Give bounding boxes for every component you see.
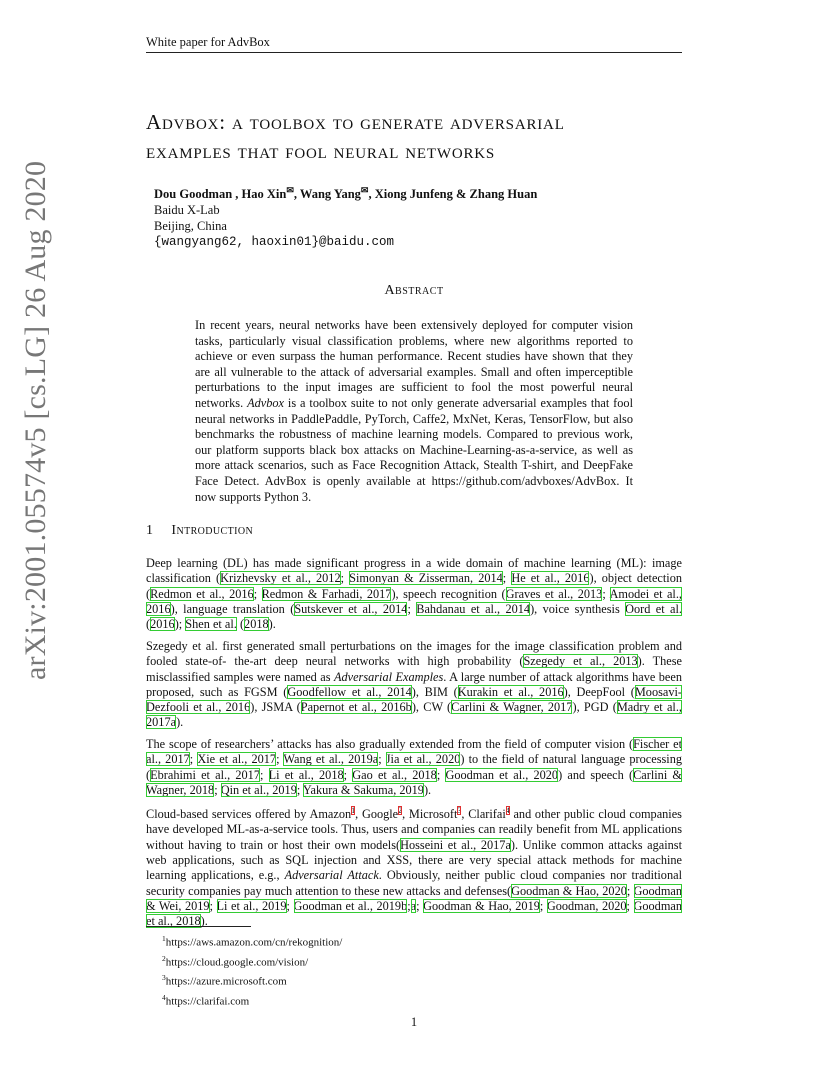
p4-text: and other public cloud companies have developed ML-as-a-service tools. Thus, users and companies can readily benefit from ML applications without having to train or host their own models(	[146, 807, 682, 852]
citation-link[interactable]: Krizhevsky et al., 2012	[220, 571, 341, 586]
abstract-part-2: is a toolbox suite to not only generate adversarial examples that fool neural networks in PaddlePaddle, PyTorch, Caffe2, MxNet, Keras, TensorFlow, but also benchmarks the robustness of machine learning models. Compared to previous work, our platform supports black box attacks on Machine-Learning-as-a-service, as well as more attack scenarios, such as Face Recognition Attack, Stealth T-shirt, and DeepFake Face Detect. AdvBox is openly available at https://github.com/advboxes/AdvBox. It now supports Python 3.	[195, 395, 633, 504]
citation-link[interactable]: Szegedy et al., 2013	[523, 654, 638, 669]
footnote-number: 1	[162, 934, 166, 943]
citation-link[interactable]: Yakura & Sakuma, 2019	[302, 782, 424, 797]
title-line-2: examples that fool neural networks	[146, 139, 496, 163]
citation-link[interactable]: Xie et al., 2017	[197, 752, 277, 767]
citation-link[interactable]: Kurakin et al., 2016	[457, 684, 564, 699]
page-number: 1	[410, 1015, 418, 1029]
section-number: 1	[146, 523, 154, 538]
p4-italic: Adversarial Attack	[284, 868, 379, 883]
citation-link[interactable]: Amodei et al., 2016	[146, 586, 682, 616]
footnote-ref[interactable]: 3	[457, 806, 462, 815]
citation-link[interactable]: Bahdanau et al., 2014	[416, 601, 531, 616]
p4-text: , Clarifai	[461, 807, 506, 822]
p4-text: Cloud-based services offered by Amazon	[146, 807, 352, 822]
footnote-item	[162, 951, 342, 971]
footnote-item	[162, 970, 342, 990]
citation-link[interactable]: 2016	[150, 617, 175, 632]
footnote-number: 2	[162, 953, 166, 963]
p1-text: ), object detection (	[146, 571, 682, 601]
footnote-url[interactable]: https://cloud.google.com/vision/	[165, 956, 309, 969]
p4-text: ). Unlike common attacks against web applications, such as SQL injection and XSS, there are very special attack methods for machine learning applications, e.g.,	[146, 837, 682, 883]
envelope-icon: ✉	[286, 185, 294, 195]
p1-text: ).	[268, 617, 276, 632]
citation-link[interactable]: Madry et al., 2017a	[146, 700, 682, 730]
footnote-url[interactable]: https://azure.microsoft.com	[165, 975, 287, 988]
author-names	[154, 182, 537, 202]
envelope-icon: ✉	[360, 185, 369, 195]
footnote-ref[interactable]: 2	[398, 806, 403, 815]
citation-link[interactable]: Moosavi-Dezfooli et al., 2016	[146, 684, 682, 715]
paragraph-4: Cloud-based services offered by Amazon$^1$, Google$^2$, Microsoft$^3$, Clarifai$^4$ and other public cloud companies have developed ML-as-a-service tools. Thus, users and companies can readily benefit from ML applications without having to train or host their own models(Hosseini et al., 2017a). Unlike common attacks against web applications, such as SQL injection and XSS, there are very special attack methods for machine learning applications, e.g., Adversarial Attack. Obviously, neither public cloud companies nor traditional security companies pay much attention to these new attacks and defenses(Goodman & Hao, 2020; Goodman & Wei, 2019; Li et al., 2019; Goodman et al., 2019b;a; Goodman & Hao, 2019; Goodman, 2020; Goodman et al., 2018).	[146, 806, 682, 929]
citation-link[interactable]: Graves et al., 2013	[505, 586, 603, 601]
p2-text: ), JSMA (	[250, 700, 301, 715]
footnotes	[162, 931, 342, 1010]
authors-part-2: , Wang Yang	[293, 187, 361, 202]
citation-link[interactable]: Goodman & Wei, 2019	[146, 883, 682, 913]
citation-link[interactable]: Sutskever et al., 2014	[294, 601, 408, 616]
p2-italic: Adversarial Examples	[333, 669, 444, 684]
authors-part-3: , Xiong Junfeng & Zhang Huan	[368, 187, 538, 202]
p3-text: The scope of researchers’ attacks has also gradually extended from the field of computer vision (	[146, 737, 634, 751]
citation-link[interactable]: Wang et al., 2019a	[283, 752, 379, 767]
p4-text: . Obviously, neither public cloud companies nor traditional security companies pay much attention to these new attacks and defenses(	[146, 868, 682, 898]
footnote-item	[162, 990, 342, 1010]
p1-text: Deep learning (DL) has made significant progress in a wide domain of machine learning (ML): image classification (	[146, 556, 682, 586]
citation-link[interactable]: Carlini & Wagner, 2018	[146, 767, 682, 797]
citation-link[interactable]: Hosseini et al., 2017a	[400, 837, 511, 852]
footnote-number: 3	[162, 973, 166, 983]
p3-text: ) to the field of natural language processing (	[146, 752, 682, 782]
footnote-number: 4	[162, 992, 166, 1002]
p4-text: , Google	[355, 807, 399, 822]
citation-link[interactable]: Ebrahimi et al., 2017	[150, 767, 260, 782]
author-block	[154, 182, 537, 250]
p1-text: ), voice synthesis	[530, 601, 626, 616]
citation-link[interactable]: He et al., 2016	[511, 571, 590, 586]
paper-title	[146, 108, 696, 166]
citation-link[interactable]: Gao et al., 2018	[352, 767, 437, 782]
p2-text: Szegedy et al. first generated small perturbations on the images for the image classification problem and fooled state-of- the-art deep neural networks with high probability (	[146, 639, 682, 669]
title-line-1: Advbox: a toolbox to generate adversarial	[146, 110, 565, 134]
citation-link[interactable]: Papernot et al., 2016b	[300, 700, 412, 715]
location: Beijing, China	[154, 219, 227, 234]
citation-link[interactable]: Goodman et al., 2018	[146, 898, 682, 929]
p2-text: ).	[176, 715, 184, 730]
p2-text: ), DeepFool (	[563, 684, 635, 699]
authors-part-1: Dou Goodman , Hao Xin	[154, 187, 287, 202]
footnote-ref[interactable]: 1	[351, 806, 356, 815]
citation-link[interactable]: Redmon et al., 2016	[150, 586, 254, 601]
affiliation: Baidu X-Lab	[154, 203, 220, 218]
p4-text: , Microsoft	[402, 807, 458, 822]
citation-link[interactable]: Oord et al.	[625, 601, 682, 616]
citation-link[interactable]: Goodman & Hao, 2020	[511, 883, 627, 898]
citation-link[interactable]: Goodman et al., 2020	[445, 767, 559, 782]
abstract-heading: Abstract	[384, 283, 444, 298]
abstract-part-1: In recent years, neural networks have been extensively deployed for computer vision tasks, particularly visual classification problems, where new algorithms reported to achieve or even surpass the human performance. Recent studies have shown that they are all vulnerable to the attack of adversarial examples. Small and often imperceptible perturbations to the input images are sufficient to fool the most powerful neural networks.	[195, 318, 633, 410]
citation-link[interactable]: Fischer et al., 2017	[146, 737, 682, 767]
p2-text: ), CW (	[411, 700, 452, 715]
p2-text: ), BIM (	[411, 684, 458, 699]
citation-link[interactable]: Simonyan & Zisserman, 2014	[349, 571, 503, 586]
p2-text: ), PGD (	[572, 700, 617, 715]
section-title: Introduction	[171, 523, 254, 538]
paragraph-2	[146, 639, 682, 731]
citation-link[interactable]: Li et al., 2018	[268, 767, 344, 782]
section-heading	[146, 523, 253, 539]
citation-link[interactable]: a	[410, 898, 417, 913]
footnote-ref[interactable]: 4	[505, 806, 510, 815]
abstract-text	[195, 318, 633, 505]
footnote-url[interactable]: https://clarifai.com	[165, 995, 250, 1008]
paragraph-1: Deep learning (DL) has made significant progress in a wide domain of machine learning (ML): image classification (Krizhevsky et al., 2012; Simonyan & Zisserman, 2014; He et al., 2016), object detection (Redmon et al., 2016; Redmon & Farhadi, 2017), speech recognition (Graves et al., 2013; Amodei et al., 2016), language translation (Sutskever et al., 2014; Bahdanau et al., 2014), voice synthesis Oord et al. (2016); Shen et al. (2018).	[146, 556, 682, 632]
abstract-advbox-italic: Advbox	[247, 395, 284, 410]
citation-link[interactable]: Carlini & Wagner, 2017	[451, 700, 573, 715]
p3-text: ).	[423, 782, 432, 797]
citation-link[interactable]: Jia et al., 2020	[385, 752, 461, 767]
p2-text: . A large number of attack algorithms have been proposed, such as FGSM (	[146, 669, 683, 699]
citation-link[interactable]: Goodman et al., 2019b	[293, 898, 408, 913]
citation-link[interactable]: Qin et al., 2019	[220, 782, 297, 797]
arxiv-stamp: arXiv:2001.05574v5 [cs.LG] 26 Aug 2020	[19, 160, 52, 680]
citation-link[interactable]: Goodman & Hao, 2019	[423, 898, 540, 913]
citation-link[interactable]: 2018	[244, 617, 269, 632]
p2-text: ). These misclassified samples were named as	[146, 654, 683, 684]
p1-text: ), speech recognition (	[391, 586, 506, 601]
header-rule	[146, 52, 682, 53]
p3-text: ) and speech (	[558, 767, 634, 782]
footnote-url[interactable]: https://aws.amazon.com/cn/rekognition/	[165, 936, 343, 949]
p1-text: ), language translation (	[170, 601, 295, 616]
citation-link[interactable]: Goodman, 2020	[546, 898, 627, 913]
paragraph-3: The scope of researchers’ attacks has also gradually extended from the field of computer vision (Fischer et al., 2017; Xie et al., 2017; Wang et al., 2019a; Jia et al., 2020) to the field of natural language processing (Ebrahimi et al., 2017; Li et al., 2018; Gao et al., 2018; Goodman et al., 2020) and speech (Carlini & Wagner, 2018; Qin et al., 2019; Yakura & Sakuma, 2019).	[146, 737, 682, 797]
p4-text: ).	[200, 914, 208, 929]
citation-link[interactable]: Redmon & Farhadi, 2017	[261, 586, 392, 601]
footnote-rule	[146, 926, 251, 927]
citation-link[interactable]: Li et al., 2019	[216, 898, 287, 913]
running-header: White paper for AdvBox	[146, 35, 270, 49]
citation-link[interactable]: Goodfellow et al., 2014	[287, 684, 412, 699]
citation-link[interactable]: Shen et al.	[185, 617, 237, 632]
footnote-item	[162, 931, 342, 951]
author-email: {wangyang62, haoxin01}@baidu.com	[154, 235, 395, 250]
